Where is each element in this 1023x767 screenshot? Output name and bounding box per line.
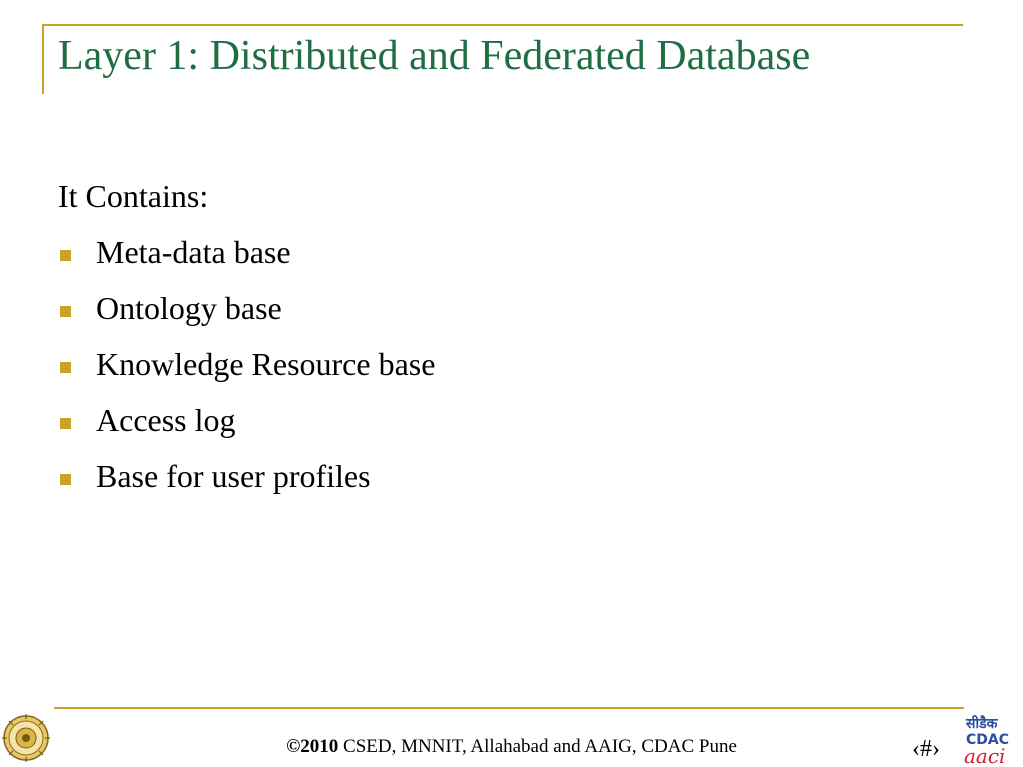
square-bullet-icon <box>60 362 71 373</box>
cdac-text: CDAC <box>966 732 1010 748</box>
footer-credits: CSED, MNNIT, Allahabad and AAIG, CDAC Pune <box>338 736 737 757</box>
list-item-text: Meta-data base <box>96 234 291 270</box>
top-rule <box>42 24 963 26</box>
list-item-text: Base for user profiles <box>96 458 371 494</box>
aaci-text: aaci <box>964 744 1006 766</box>
square-bullet-icon <box>60 250 71 261</box>
left-rule <box>42 24 44 94</box>
page-number: ‹#› <box>912 736 940 762</box>
list-item-text: Access log <box>96 402 236 438</box>
footer-text <box>0 736 1023 758</box>
slide-title: Layer 1: Distributed and Federated Database <box>58 33 811 79</box>
cdac-hindi-text: सीडैक <box>966 716 998 732</box>
bottom-rule <box>54 707 964 709</box>
square-bullet-icon <box>60 418 71 429</box>
list-item-text: Knowledge Resource base <box>96 346 436 382</box>
list-item-text: Ontology base <box>96 290 282 326</box>
intro-text: It Contains: <box>58 178 209 214</box>
cdac-logo <box>962 712 1020 766</box>
square-bullet-icon <box>60 474 71 485</box>
square-bullet-icon <box>60 306 71 317</box>
footer-copyright: ©2010 <box>286 736 339 757</box>
